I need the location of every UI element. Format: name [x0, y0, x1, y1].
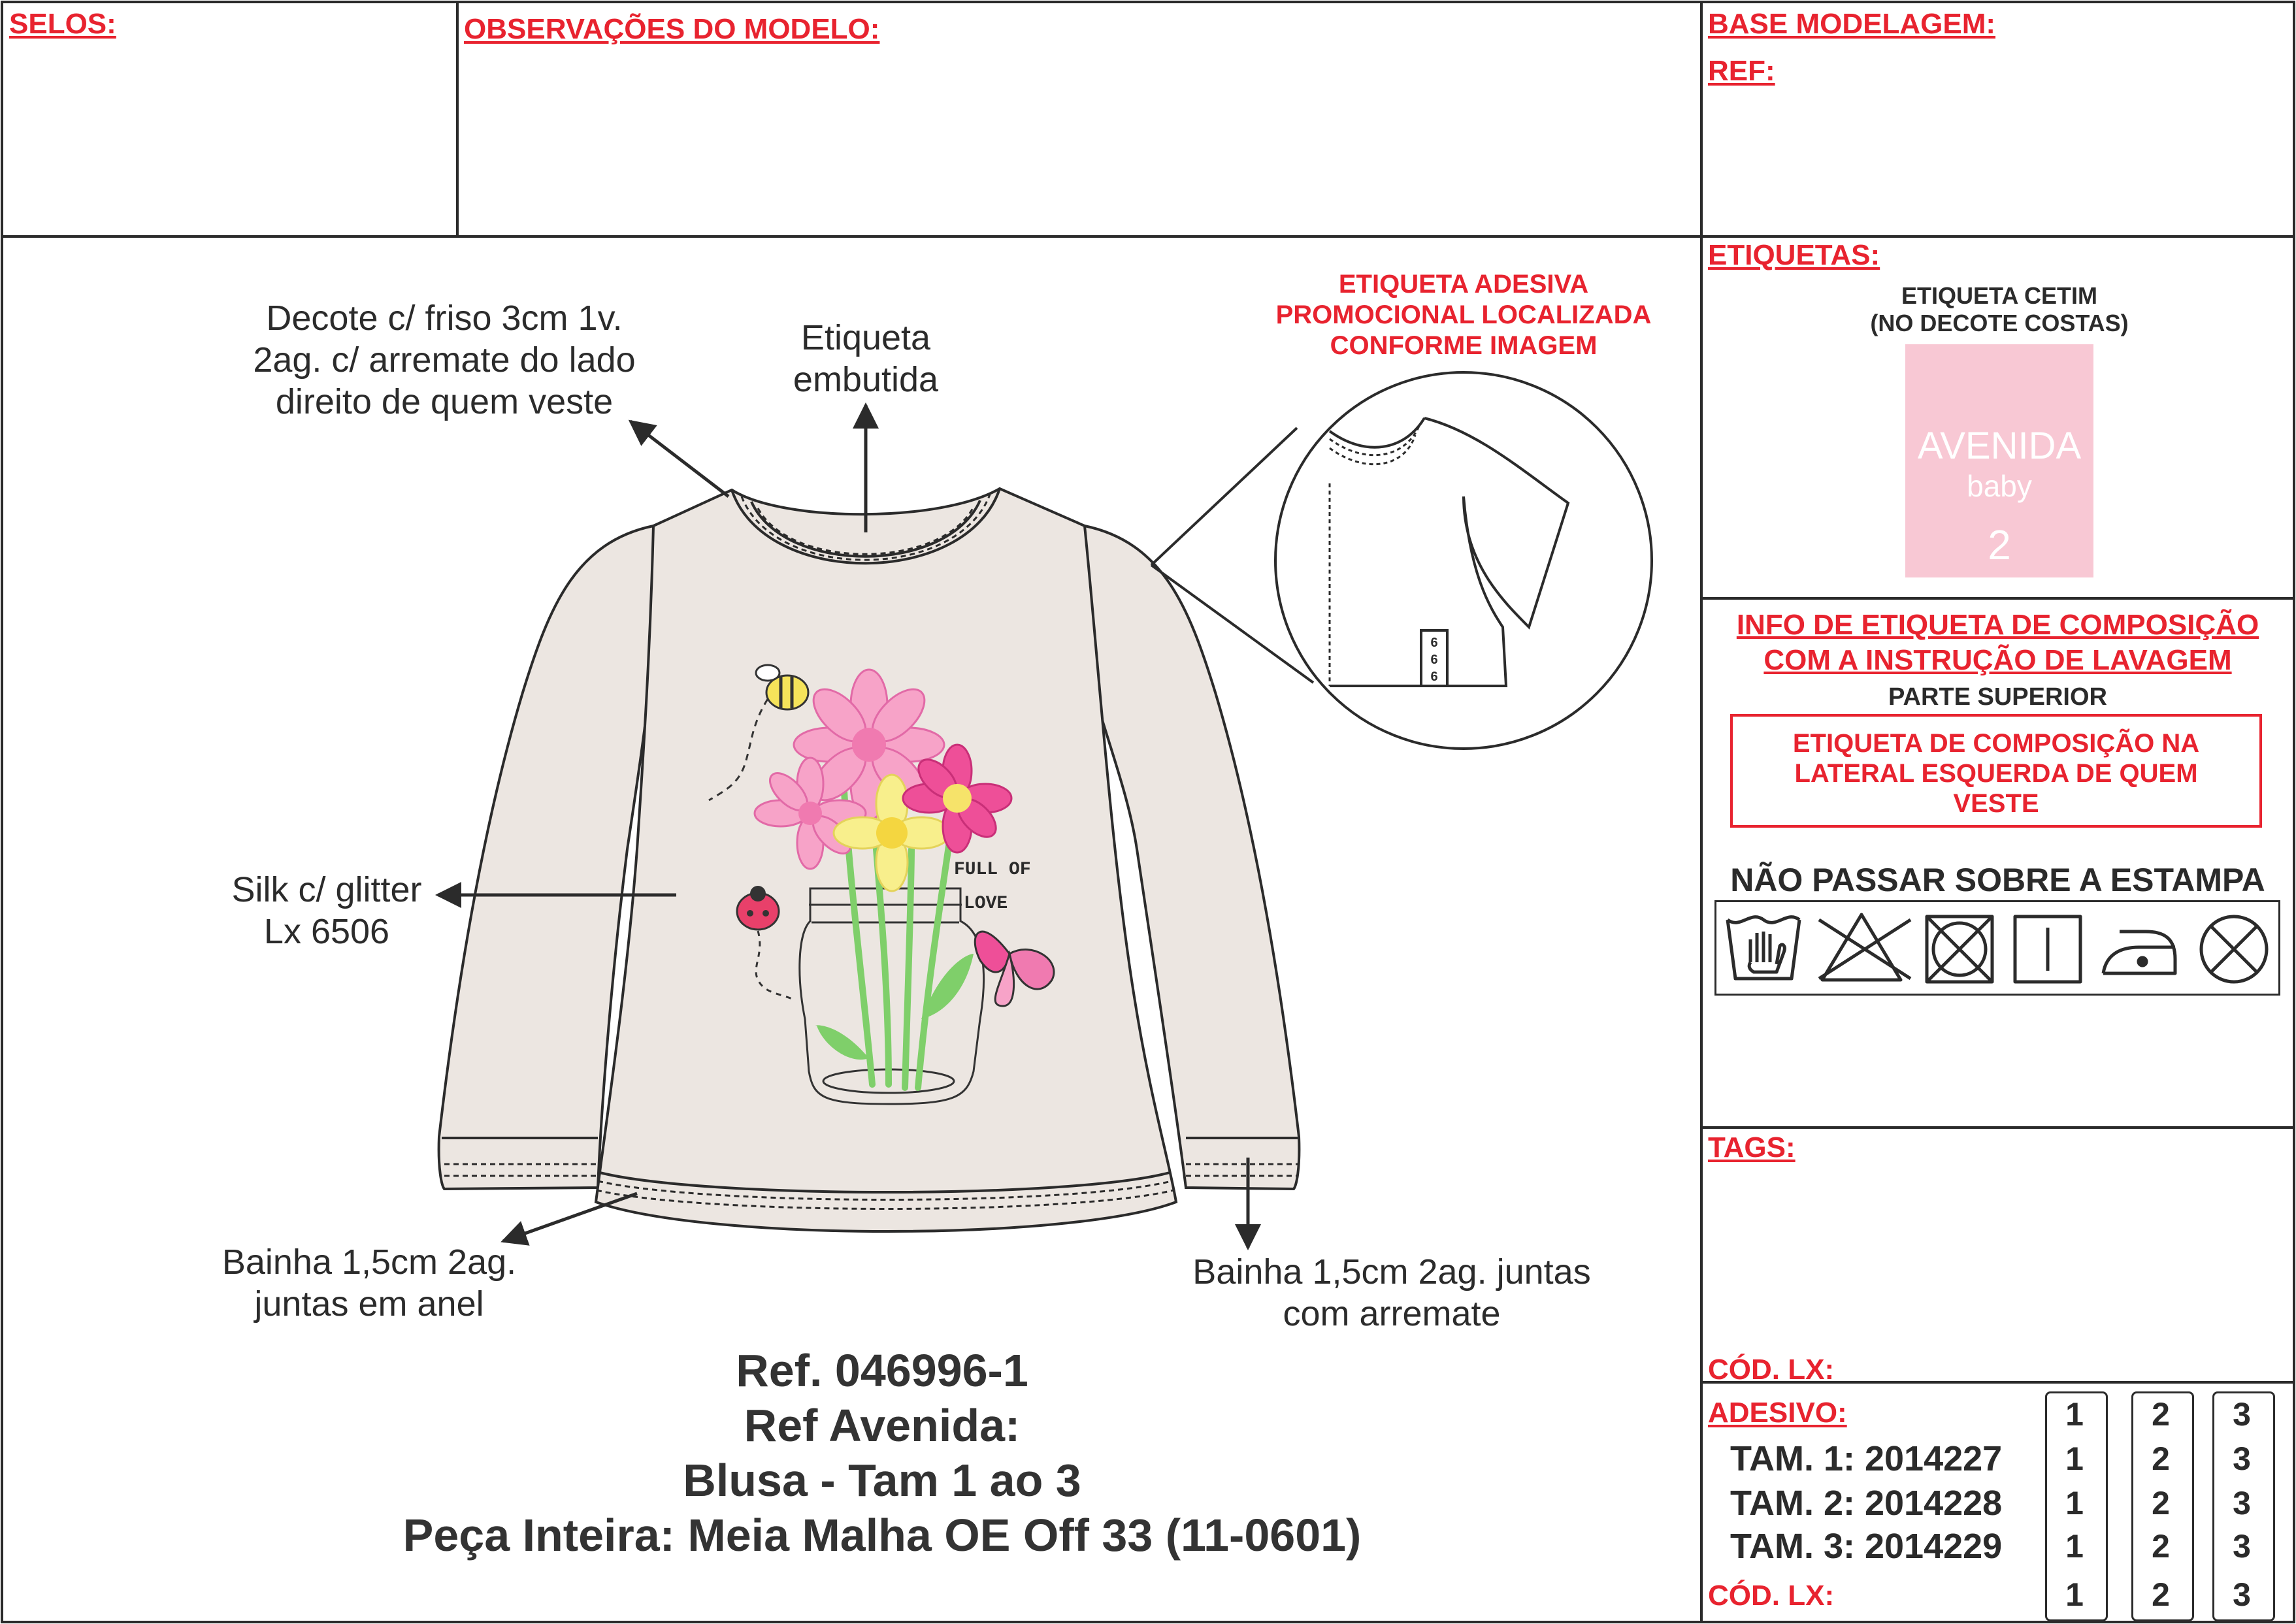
- care-symbols: [1714, 900, 2280, 996]
- col-2-row-2: 2: [2152, 1485, 2170, 1521]
- hand-wash-icon: [1728, 917, 1799, 979]
- callout-silk: Silk c/ glitter Lx 6506: [231, 870, 422, 951]
- mini-label-digits: 6 6 6: [1430, 636, 1438, 684]
- callout-etiqueta-embutida: Etiqueta embutida: [793, 318, 939, 399]
- cetim-label-text: ETIQUETA CETIM (NO DECOTE COSTAS): [1870, 282, 2129, 336]
- col-1-row-3: 1: [2065, 1528, 2084, 1565]
- col-3-row-4: 3: [2233, 1576, 2251, 1613]
- composicao-box-text: ETIQUETA DE COMPOSIÇÃO NA LATERAL ESQUERDA DE QUEM VESTE: [1792, 729, 2200, 818]
- adesivo-size-3: TAM. 3: 2014229: [1730, 1527, 2003, 1566]
- fabric-line: Peça Inteira: Meia Malha OE Off 33 (11-0601): [402, 1510, 1362, 1561]
- brand-size: 2: [1988, 521, 2011, 568]
- adesivo-label: ADESIVO:: [1708, 1397, 1847, 1429]
- etiquetas-label: ETIQUETAS:: [1708, 239, 1880, 271]
- tags-label: TAGS:: [1708, 1131, 1796, 1163]
- brand-label: [1905, 344, 2093, 577]
- line-dry-icon: [2015, 917, 2080, 982]
- composicao-title: INFO DE ETIQUETA DE COMPOSIÇÃO COM A INSTRUÇÃO DE LAVAGEM: [1736, 609, 2259, 676]
- no-bleach-icon: [1819, 915, 1911, 980]
- arrow-bainha-corpo: [503, 1194, 637, 1241]
- callout-adesiva-promo: ETIQUETA ADESIVA PROMOCIONAL LOCALIZADA CONFORME IMAGEM: [1275, 270, 1652, 360]
- callout-decote: Decote c/ friso 3cm 1v. 2ag. c/ arremate do lado direito de quem veste: [253, 299, 636, 421]
- tags-cod-lx-label: CÓD. LX:: [1708, 1354, 1835, 1386]
- lavagem-warning: NÃO PASSAR SOBRE A ESTAMPA: [1730, 862, 2265, 898]
- col-2-header: 2: [2152, 1396, 2170, 1433]
- observacoes-label: OBSERVAÇÕES DO MODELO:: [464, 13, 880, 45]
- col-1-row-1: 1: [2065, 1440, 2084, 1477]
- ref-label: REF:: [1708, 55, 1775, 87]
- adesivo-size-1: TAM. 1: 2014227: [1730, 1439, 2003, 1478]
- brand-sub: baby: [1967, 469, 2032, 503]
- product-name: Blusa - Tam 1 ao 3: [683, 1455, 1081, 1506]
- col-1-header: 1: [2065, 1396, 2084, 1433]
- col-3-row-2: 3: [2233, 1485, 2251, 1521]
- adesivo-cod-lx-label: CÓD. LX:: [1708, 1580, 1835, 1612]
- adesivo-size-2: TAM. 2: 2014228: [1730, 1484, 2003, 1523]
- selos-label: SELOS:: [9, 8, 116, 40]
- zoom-detail: [1151, 372, 1652, 749]
- no-dry-clean-icon: [2201, 917, 2267, 982]
- iron-low-icon: [2103, 932, 2175, 973]
- col-2-row-1: 2: [2152, 1440, 2170, 1477]
- brand-name: AVENIDA: [1917, 425, 2082, 467]
- arrow-decote: [631, 421, 729, 496]
- callout-bainha-manga: Bainha 1,5cm 2ag. juntas com arremate: [1192, 1252, 1591, 1333]
- col-3-row-3: 3: [2233, 1528, 2251, 1565]
- col-1-row-2: 1: [2065, 1485, 2084, 1521]
- col-2-row-3: 2: [2152, 1528, 2170, 1565]
- callout-bainha-corpo: Bainha 1,5cm 2ag. juntas em anel: [221, 1242, 517, 1324]
- composicao-box: [1730, 714, 2262, 828]
- col-2-row-4: 2: [2152, 1576, 2170, 1613]
- tshirt-illustration: [439, 489, 1300, 1231]
- no-tumble-dry-icon: [1927, 917, 1992, 982]
- ref-avenida: Ref Avenida:: [744, 1400, 1021, 1451]
- col-1-row-4: 1: [2065, 1576, 2084, 1613]
- col-3-header: 3: [2233, 1396, 2251, 1433]
- ref-title: Ref. 046996-1: [736, 1345, 1028, 1396]
- print-text-1: FULL OF: [954, 860, 1031, 880]
- col-3-row-1: 3: [2233, 1440, 2251, 1477]
- base-modelagem-label: BASE MODELAGEM:: [1708, 8, 1995, 40]
- print-text-2: LOVE: [964, 894, 1008, 914]
- parte-superior: PARTE SUPERIOR: [1888, 683, 2107, 711]
